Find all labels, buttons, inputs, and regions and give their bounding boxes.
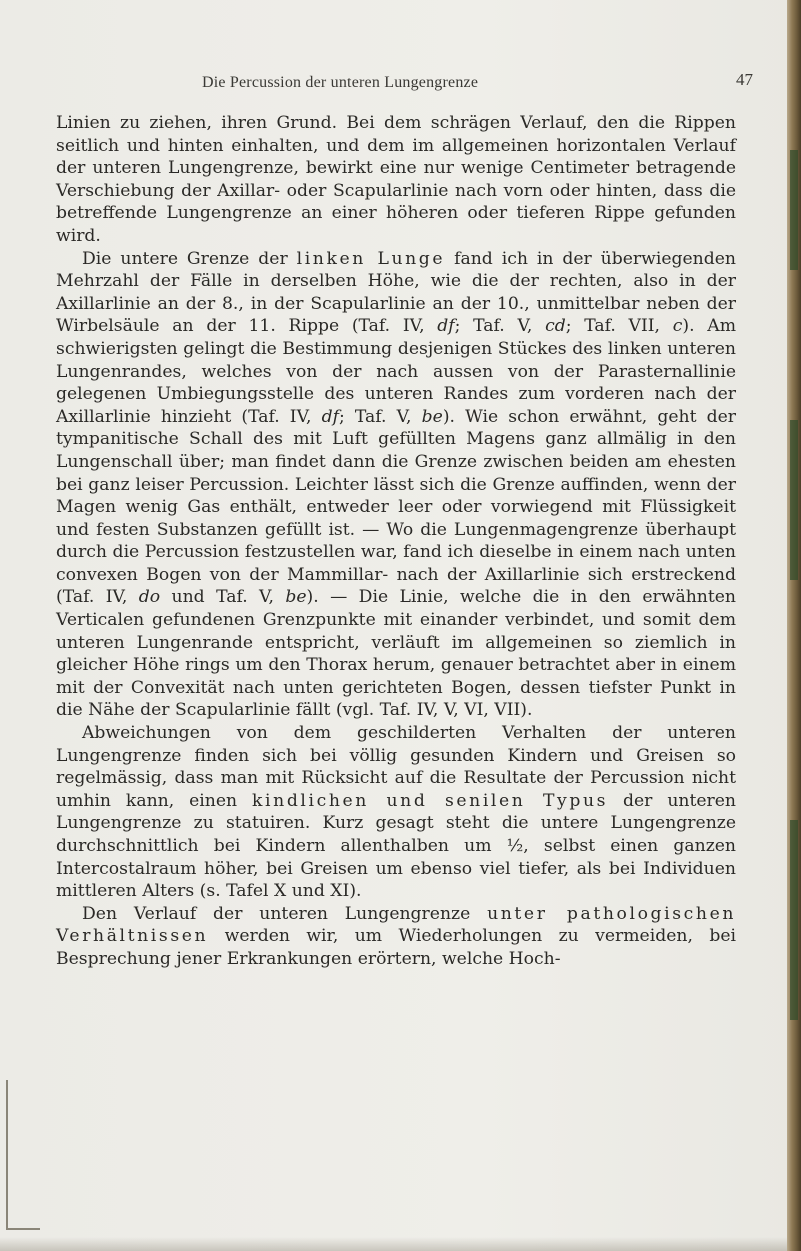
paragraph-4 [56, 903, 736, 971]
text-run: ; Taf. V, [454, 316, 546, 337]
figure-ref: do [138, 587, 161, 608]
text-run: ). — Die Linie, welche die in den erwähnten Verticalen gefundenen Grenzpunkte mit einander verbindet, und somit dem unteren Lungenrande entspricht, verläuft im allgemeinen so ziemlich in gleicher Höhe rings um den Thorax herum, genauer betrachtet aber in einem mit der Convexität nach unten gerichteten Bogen, dessen tiefster Punkt in die Nähe der Scapularlinie fällt (vgl. Taf. IV, V, VI, VII). [56, 587, 736, 721]
body-text [56, 112, 736, 971]
text-run: Den Verlauf der unteren Lungengrenze [82, 903, 488, 924]
figure-ref: c [672, 316, 683, 337]
spine-stain [790, 420, 798, 580]
text-run: Abweichungen von dem geschilderten Verhalten der unteren Lungengrenze finden sich bei völlig gesunden Kindern und Greisen so regelmässig, dass man mit Rücksicht auf die Resultate der Percussion nicht umhin kann, einen [56, 723, 736, 811]
page-edge-line [6, 1080, 8, 1230]
spaced-emphasis: unter pathologischen Verhältnissen [56, 903, 737, 947]
text-run: ). Wie schon erwähnt, geht der tympanitische Schall des mit Luft gefüllten Magens ganz allmälig in den Lungenschall über; man findet dann die Grenze zwischen beiden am ehesten bei ganz leiser Percussion. Leichter lässt sich die Grenze auffinden, wenn der Magen wenig Gas enthält, entweder leer oder vorwiegend mit Flüssigkeit und festen Substanzen gefüllt ist. — Wo die Lungenmagengrenze überhaupt durch die Percussion festzustellen war, fand ich dieselbe in einem nach unten convexen Bogen von der Mammillar- nach der Axillarlinie sich erstreckend (Taf. IV, [56, 406, 736, 608]
figure-ref: df [321, 406, 339, 427]
book-spine [787, 0, 801, 1251]
paragraph-3 [56, 722, 736, 903]
page-header [0, 70, 801, 96]
page-number: 47 [736, 70, 753, 89]
spine-stain [790, 820, 798, 1020]
text-run: der unteren Lungengrenze zu statuiren. Kurz gesagt steht die untere Lungengrenze durchschnittlich bei Kindern allenthalben um ½, selbst einen ganzen Intercostalraum höher, bei Greisen um ebenso viel tiefer, als bei Individuen mittleren Alters (s. Tafel X und XI). [56, 790, 736, 902]
spaced-emphasis: linken Lunge [296, 248, 446, 269]
page-bottom-shadow [0, 1237, 801, 1251]
page-edge-line [6, 1228, 40, 1230]
spaced-emphasis: kindlichen und senilen Typus [252, 790, 609, 811]
text-run: Die untere Grenze der [82, 248, 297, 269]
text-run: ). Am schwierigsten gelingt die Bestimmung desjenigen Stückes des linken unteren Lungenrandes, welches von der nach aussen von der Parasternallinie gelegenen Umbiegungsstelle des unteren Randes zum vorderen nach der Axillarlinie hinzieht (Taf. IV, [56, 316, 736, 427]
text-run: ; Taf. VII, [565, 316, 673, 337]
spine-stain [790, 150, 798, 270]
paragraph-2 [56, 248, 736, 722]
running-title: Die Percussion der unteren Lungengrenze [202, 74, 479, 91]
text-run: fand ich in der überwiegenden Mehrzahl der Fälle in derselben Höhe, wie die der rechten, also in der Axillarlinie an der 8., in der Scapularlinie an der 10., unmittelbar neben der Wirbelsäule an der 11. Rippe (Taf. IV, [56, 248, 736, 337]
figure-ref: df [437, 316, 455, 337]
paragraph-1: Linien zu ziehen, ihren Grund. Bei dem schrägen Verlauf, den die Rippen seitlich und hinten einhalten, und dem im allgemeinen horizontalen Verlauf der unteren Lungengrenze, bewirkt eine nur wenige Centimeter betragende Verschiebung der Axillar- oder Scapularlinie nach vorn oder hinten, dass die betreffende Lungengrenze an einer höheren oder tieferen Rippe gefunden wird. [56, 113, 736, 246]
text-run: ; Taf. V, [338, 406, 422, 427]
figure-ref: cd [545, 316, 566, 337]
text-run: werden wir, um Wiederholungen zu vermeiden, bei Besprechung jener Erkrankungen erörtern, welche Hoch- [56, 926, 736, 969]
figure-ref: be [421, 406, 443, 427]
figure-ref: be [285, 587, 307, 608]
text-run: und Taf. V, [160, 587, 286, 608]
